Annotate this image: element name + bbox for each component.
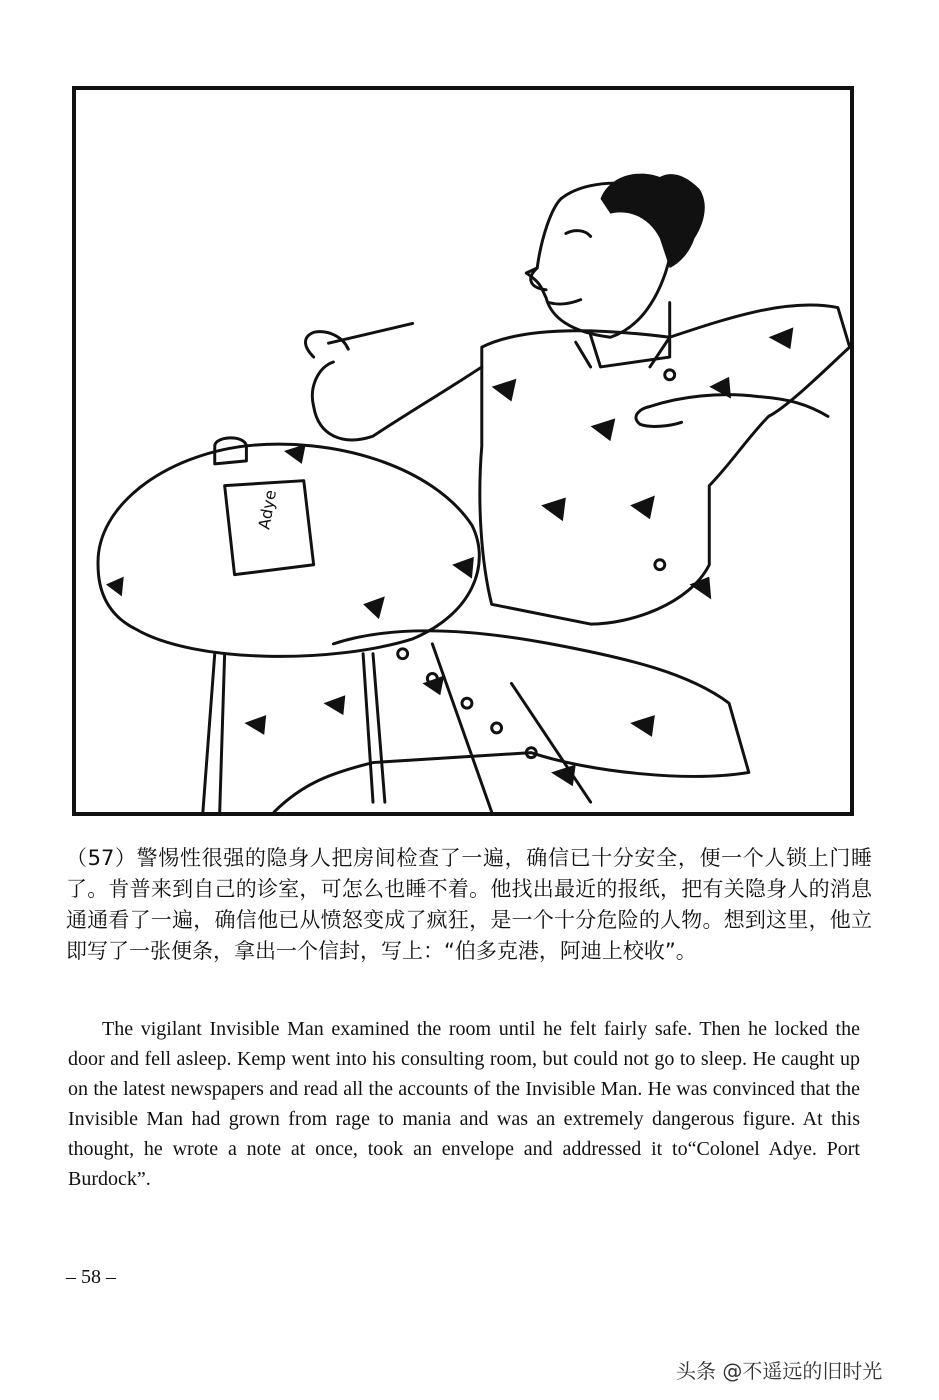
writing-hand: [305, 332, 348, 357]
table-leg-right: [363, 654, 373, 802]
illustration-frame: [72, 86, 854, 816]
pointing-arm: [650, 395, 828, 417]
pen: [328, 323, 412, 343]
pointing-hand: [636, 406, 682, 426]
note-text: Adye: [254, 488, 280, 531]
kemp-mouth: [549, 300, 581, 304]
kemp-hair: [600, 174, 704, 268]
watermark: 头条 @不遥远的旧时光: [676, 1359, 883, 1383]
writing-arm: [312, 362, 481, 440]
table-top: [98, 444, 479, 656]
kemp-eye: [566, 231, 591, 237]
caption-english: The vigilant Invisible Man examined the room until he felt fairly safe. Then he locked the door and fell asleep. Kemp went into his consulting room, but could not go to sleep. He caught up on the latest newspapers and read all the accounts of the Invisible Man. He was convinced that the Invisible Man had grown from rage to mania and was an extremely dangerous figure. At this thought, he wrote a note at once, took an envelope and addressed it to“Colonel Adye. Port Burdock”.: [68, 1018, 860, 1190]
page-number: – 58 –: [66, 1266, 116, 1288]
table-leg-left: [203, 654, 215, 812]
kemp-writing-illustration: [76, 90, 850, 812]
caption-chinese: （57）警惕性很强的隐身人把房间检查了一遍，确信已十分安全，便一个人锁上门睡了。肯普来到自己的诊室，可怎么也睡不着。他找出最近的报纸，把有关隐身人的消息通通看了一遍，确信他已从愤怒变成了疯狂，是一个十分危险的人物。想到这里，他立即写了一张便条，拿出一个信封，写上：“伯多克港，阿迪上校收”。: [66, 846, 872, 963]
kemp-body: [480, 305, 850, 624]
kemp-legs: [274, 631, 749, 812]
